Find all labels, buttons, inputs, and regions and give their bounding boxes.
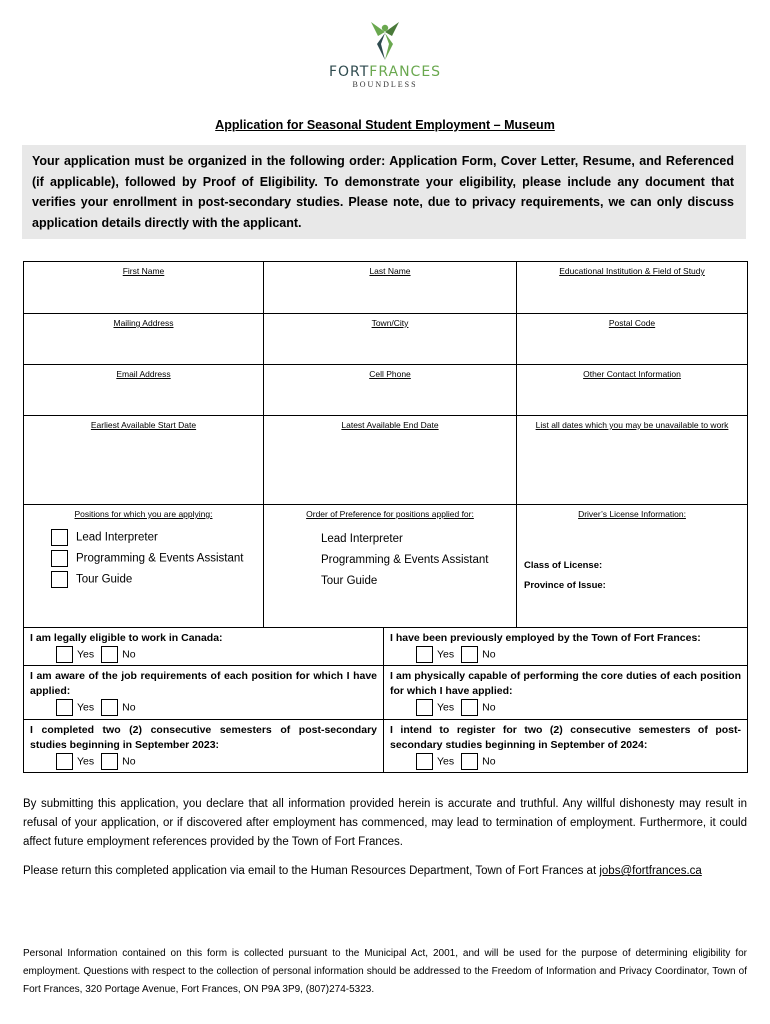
yes-checkbox[interactable]: [56, 646, 73, 663]
no-checkbox[interactable]: [101, 646, 118, 663]
position-checkbox[interactable]: [51, 571, 68, 588]
email-link[interactable]: jobs@fortfrances.ca: [599, 865, 702, 877]
license-cell[interactable]: [517, 505, 748, 628]
logo-wordmark: FORTFRANCES: [328, 64, 442, 80]
leaf-figure-icon: [365, 20, 405, 62]
no-checkbox[interactable]: [461, 753, 478, 770]
last-name-field[interactable]: [264, 262, 517, 314]
position-option: Lead Interpreter: [51, 529, 263, 550]
yes-no-row: Yes No: [416, 646, 741, 663]
start-date-field[interactable]: [24, 416, 264, 505]
email-label: Email Address: [116, 369, 171, 379]
position-checkbox[interactable]: [51, 550, 68, 567]
eligibility-question: I am aware of the job requirements of each position for which I have applied: Yes No: [24, 666, 384, 719]
town-label: Town/City: [371, 318, 409, 328]
license-label: Driver’s License Information:: [578, 509, 686, 519]
yes-no-row: Yes No: [416, 753, 741, 770]
preference-label: Order of Preference for positions applied for:: [306, 509, 474, 519]
education-label: Educational Institution & Field of Study: [559, 266, 705, 276]
other-contact-field[interactable]: [517, 365, 748, 416]
start-date-label: Earliest Available Start Date: [90, 420, 197, 430]
education-field[interactable]: [517, 262, 748, 314]
yes-no-row: Yes No: [56, 753, 377, 770]
yes-checkbox[interactable]: [56, 699, 73, 716]
mailing-address-label: Mailing Address: [113, 318, 174, 328]
eligibility-table: [23, 627, 748, 773]
preference-item: Lead Interpreter: [321, 533, 403, 545]
first-name-field[interactable]: [24, 262, 264, 314]
positions-list: [51, 529, 263, 592]
preference-list: [321, 533, 516, 596]
privacy-notice: Personal Information contained on this form is collected pursuant to the Municipal Act, 2001, and will be used for the purpose of determining eligibility for employment. Questions with respect to the collection of personal information should be addressed to the Freedom of Information and Privacy Coordinator, Town of Fort Frances, 320 Portage Avenue, Fort Frances, ON P9A 3P9, (807)274-5323.: [23, 948, 747, 995]
eligibility-question: I intend to register for two (2) consecutive semesters of post-secondary studies beginning in September of 2024: Yes No: [384, 719, 748, 772]
return-text: Please return this completed application via email to the Human Resources Department, Town of Fort Frances at: [23, 865, 597, 877]
end-date-field[interactable]: [264, 416, 517, 505]
logo-tagline: BOUNDLESS: [352, 80, 418, 89]
applicant-info-table: [23, 261, 748, 628]
yes-no-row: Yes No: [416, 699, 741, 716]
license-class-label: Class of License:: [524, 560, 603, 571]
other-contact-label: Other Contact Information: [583, 369, 681, 379]
no-checkbox[interactable]: [101, 753, 118, 770]
preference-cell[interactable]: [264, 505, 517, 628]
page-title: Application for Seasonal Student Employment – Museum: [215, 118, 555, 132]
yes-checkbox[interactable]: [416, 753, 433, 770]
eligibility-question: I completed two (2) consecutive semesters of post-secondary studies beginning in September 2023: Yes No: [24, 719, 384, 772]
no-checkbox[interactable]: [461, 646, 478, 663]
return-instructions: [23, 862, 747, 881]
cell-phone-label: Cell Phone: [369, 369, 411, 379]
no-checkbox[interactable]: [461, 699, 478, 716]
eligibility-question: I am legally eligible to work in Canada: Yes No: [24, 628, 384, 666]
town-field[interactable]: [264, 314, 517, 365]
unavailable-dates-field[interactable]: [517, 416, 748, 505]
preference-item: Tour Guide: [321, 575, 378, 587]
mailing-address-field[interactable]: [24, 314, 264, 365]
position-option: Programming & Events Assistant: [51, 550, 263, 571]
positions-label: Positions for which you are applying:: [74, 509, 213, 519]
postal-code-field[interactable]: [517, 314, 748, 365]
end-date-label: Latest Available End Date: [341, 420, 439, 430]
yes-checkbox[interactable]: [416, 699, 433, 716]
license-province-label: Province of Issue:: [524, 580, 606, 591]
yes-no-row: Yes No: [56, 699, 377, 716]
yes-checkbox[interactable]: [56, 753, 73, 770]
postal-code-label: Postal Code: [608, 318, 656, 328]
town-logo: [300, 20, 470, 95]
first-name-label: First Name: [122, 266, 165, 276]
eligibility-question: I am physically capable of performing the core duties of each position for which I have applied: Yes No: [384, 666, 748, 719]
position-option: Tour Guide: [51, 571, 263, 592]
position-checkbox[interactable]: [51, 529, 68, 546]
eligibility-question: I have been previously employed by the Town of Fort Frances: Yes No: [384, 628, 748, 666]
instructions-box: Your application must be organized in the following order: Application Form, Cover Letter, Resume, and Referenced (if applicable), followed by Proof of Eligibility. To demonstrate your eligibility, please include any document that verifies your enrollment in post-secondary studies. Please note, due to privacy requirements, we can only discuss application details directly with the applicant.: [22, 145, 746, 239]
no-checkbox[interactable]: [101, 699, 118, 716]
preference-item: Programming & Events Assistant: [321, 554, 489, 566]
cell-phone-field[interactable]: [264, 365, 517, 416]
email-field[interactable]: [24, 365, 264, 416]
positions-cell: [24, 505, 264, 628]
last-name-label: Last Name: [369, 266, 411, 276]
yes-no-row: Yes No: [56, 646, 377, 663]
yes-checkbox[interactable]: [416, 646, 433, 663]
declaration-text: By submitting this application, you declare that all information provided herein is accurate and truthful. Any willful dishonesty may result in refusal of your application, or if discovered after employment has commenced, may lead to termination of employment. Furthermore, it could affect future employment references provided by the Town of Fort Frances.: [23, 798, 747, 848]
unavailable-dates-label: List all dates which you may be unavailable to work: [535, 420, 729, 430]
